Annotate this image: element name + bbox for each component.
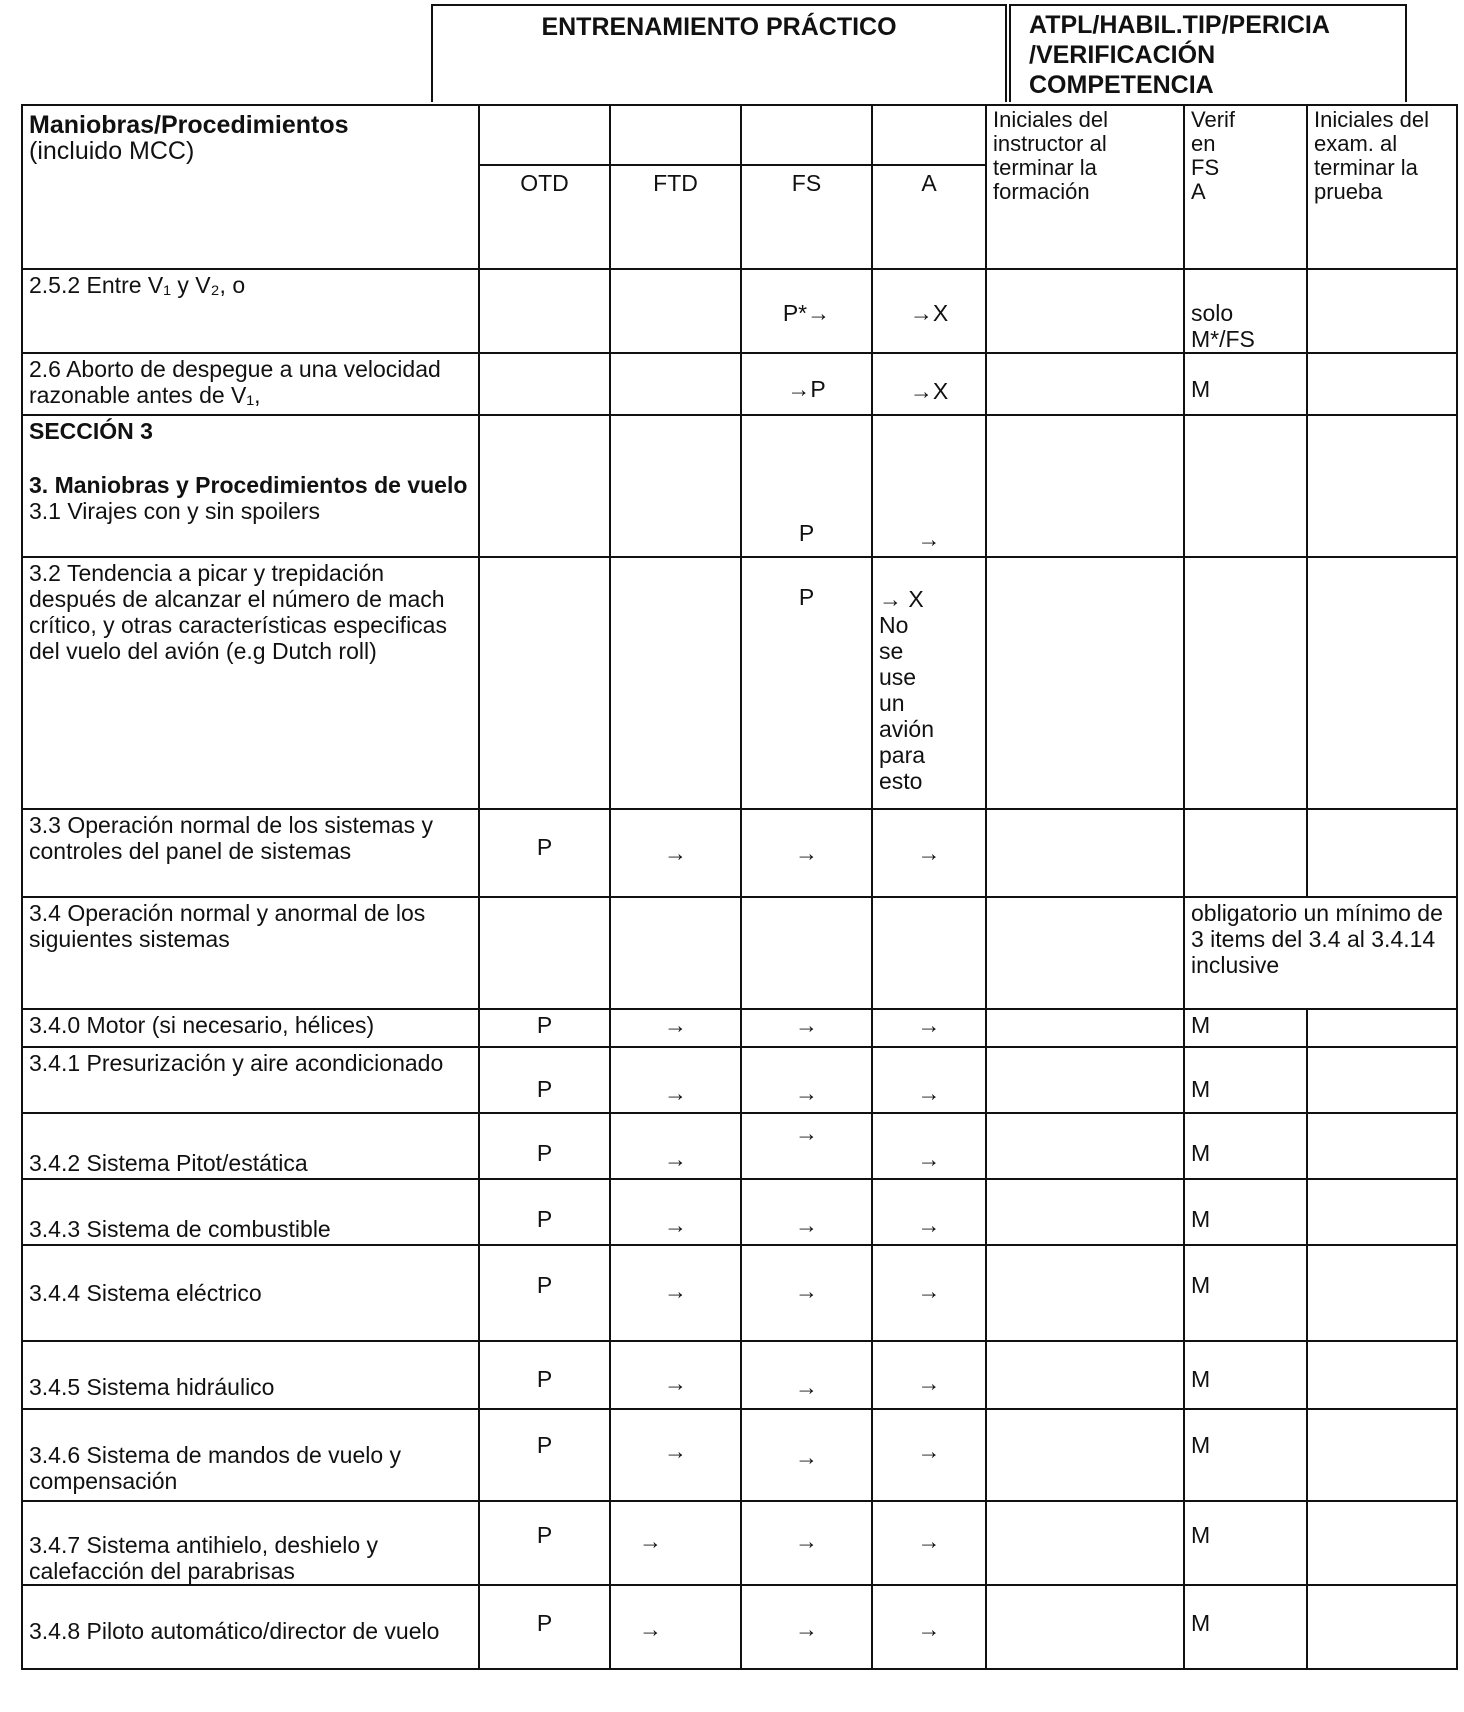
fs-cell: P: [741, 557, 872, 809]
otd-cell: P: [479, 1009, 610, 1047]
table-row: [22, 557, 1457, 809]
ftd-cell: →: [610, 1585, 741, 1669]
table-row: [22, 1009, 1457, 1047]
verif-cell: M: [1184, 1585, 1307, 1669]
table-row: [22, 897, 1457, 1009]
a-cell: →: [872, 1501, 986, 1585]
row-label: 3.3 Operación normal de los sistemas y controles del panel de sistemas: [22, 809, 479, 897]
verif-cell: M: [1184, 1245, 1307, 1341]
fs-cell: P*→: [741, 269, 872, 353]
verif-cell: M: [1184, 1501, 1307, 1585]
a-cell: →: [872, 809, 986, 897]
examiner-initials-header: Iniciales del exam. al terminar la prueba: [1307, 105, 1457, 269]
table-row: [22, 1047, 1457, 1113]
fs-cell: →: [741, 1047, 872, 1113]
verif-note: obligatorio un mínimo de 3 items del 3.4 al 3.4.14 inclusive: [1184, 897, 1457, 1009]
fs-cell: →: [741, 1585, 872, 1669]
verif-cell: M: [1184, 1047, 1307, 1113]
maneuvers-header: [22, 105, 479, 269]
otd-cell: P: [479, 1113, 610, 1179]
row-label: 3.4.7 Sistema antihielo, deshielo y calefacción del parabrisas: [22, 1501, 479, 1585]
section-3-heading: SECCIÓN 3: [29, 418, 153, 444]
row-label: 3.4.3 Sistema de combustible: [22, 1179, 479, 1245]
verif-label: Verif en: [1191, 107, 1236, 156]
ftd-cell: →: [610, 1341, 741, 1409]
verif-cell: solo M*/FS: [1184, 269, 1307, 353]
row-label: 3.4.1 Presurización y aire acondicionado: [22, 1047, 479, 1113]
ftd-cell: →: [610, 1409, 741, 1501]
maneuvers-title: Maniobras/Procedimientos: [29, 111, 349, 139]
otd-cell: P: [479, 1501, 610, 1585]
table-row: [22, 1179, 1457, 1245]
row-label: 3.4.5 Sistema hidráulico: [22, 1341, 479, 1409]
row-label: 3.4 Operación normal y anormal de los siguientes sistemas: [22, 897, 479, 1009]
row-label: 3.1 Virajes con y sin spoilers: [29, 498, 321, 524]
table-row: [22, 809, 1457, 897]
table-row: [22, 1501, 1457, 1585]
otd-cell: P: [479, 809, 610, 897]
fs-cell: →: [741, 1009, 872, 1047]
ftd-cell: →: [610, 809, 741, 897]
atpl-header: [1009, 4, 1407, 102]
verif-cell: M: [1184, 1009, 1307, 1047]
fs-cell: →P: [741, 353, 872, 415]
a-cell: →: [872, 1179, 986, 1245]
verif-fs-label: FS: [1191, 155, 1220, 180]
verif-cell: M: [1184, 1341, 1307, 1409]
row-label: 3.4.2 Sistema Pitot/estática: [22, 1113, 479, 1179]
a-label: A: [921, 170, 937, 196]
ftd-cell: →: [610, 1047, 741, 1113]
ftd-label: FTD: [653, 170, 698, 196]
row-label: 3.4.4 Sistema eléctrico: [22, 1245, 479, 1341]
a-cell: →: [872, 1009, 986, 1047]
section-3-cell: [22, 415, 479, 557]
row-label: 3.4.8 Piloto automático/director de vuelo: [22, 1585, 479, 1669]
fs-cell: →: [741, 1341, 872, 1409]
training-table: [21, 104, 1458, 1670]
a-cell: →: [872, 415, 986, 557]
ftd-cell: →: [610, 1501, 741, 1585]
a-mark: → X: [879, 586, 924, 612]
fs-cell: →: [741, 1245, 872, 1341]
fs-cell: →: [741, 1179, 872, 1245]
table-row: [22, 1341, 1457, 1409]
otd-cell: P: [479, 1409, 610, 1501]
table-row: [22, 1585, 1457, 1669]
a-cell: →: [872, 1245, 986, 1341]
table-row: [22, 1113, 1457, 1179]
a-cell: →: [872, 1585, 986, 1669]
otd-cell: P: [479, 1047, 610, 1113]
fs-header: [741, 105, 872, 269]
atpl-title: ATPL/HABIL.TIP/PERICIA /VERIFICACIÓN COMPETENCIA: [1029, 11, 1329, 99]
verif-cell: M: [1184, 1179, 1307, 1245]
verif-cell: M: [1184, 1409, 1307, 1501]
otd-cell: P: [479, 1341, 610, 1409]
fs-cell: →: [741, 809, 872, 897]
ftd-cell: →: [610, 1009, 741, 1047]
a-header: [872, 105, 986, 269]
fs-cell: →: [741, 1113, 872, 1179]
ftd-header: [610, 105, 741, 269]
a-cell: →: [872, 1409, 986, 1501]
a-cell: [872, 557, 986, 809]
fs-cell: →: [741, 1409, 872, 1501]
section-3-title: 3. Maniobras y Procedimientos de vuelo: [29, 472, 468, 498]
ftd-cell: →: [610, 1245, 741, 1341]
table-row: [22, 415, 1457, 557]
a-cell: →: [872, 1047, 986, 1113]
a-note: No se use un avión para esto: [879, 612, 934, 794]
otd-label: OTD: [520, 170, 569, 196]
a-cell: →: [872, 1341, 986, 1409]
row-label: 3.4.6 Sistema de mandos de vuelo y compensación: [22, 1409, 479, 1501]
table-row: [22, 353, 1457, 415]
practical-training-header: [431, 4, 1007, 102]
otd-header: [479, 105, 610, 269]
fs-cell: →: [741, 1501, 872, 1585]
column-header-row: [22, 105, 1457, 269]
otd-cell: P: [479, 1585, 610, 1669]
verif-cell: M: [1184, 353, 1307, 415]
otd-cell: P: [479, 1245, 610, 1341]
ftd-cell: →: [610, 1179, 741, 1245]
row-label: 2.5.2 Entre V₁ y V₂, o: [22, 269, 479, 353]
instructor-initials-header: Iniciales del instructor al terminar la formación: [986, 105, 1184, 269]
table-row: [22, 269, 1457, 353]
row-label: 3.4.0 Motor (si necesario, hélices): [22, 1009, 479, 1047]
otd-cell: P: [479, 1179, 610, 1245]
verif-a-label: A: [1191, 179, 1206, 204]
a-cell: →X: [872, 353, 986, 415]
practical-training-title: ENTRENAMIENTO PRÁCTICO: [541, 13, 897, 41]
fs-label: FS: [791, 170, 822, 196]
a-cell: →X: [872, 269, 986, 353]
a-cell: →: [872, 1113, 986, 1179]
row-label: 3.2 Tendencia a picar y trepidación después de alcanzar el número de mach crítico, y otras características especificas del vuelo del avión (e.g Dutch roll): [22, 557, 479, 809]
maneuvers-subtitle: (incluido MCC): [29, 137, 195, 165]
verif-header: [1184, 105, 1307, 269]
ftd-cell: →: [610, 1113, 741, 1179]
verif-cell: M: [1184, 1113, 1307, 1179]
table-row: [22, 1245, 1457, 1341]
row-label: 2.6 Aborto de despegue a una velocidad razonable antes de V₁,: [22, 353, 479, 415]
table-row: [22, 1409, 1457, 1501]
fs-cell: P: [741, 415, 872, 557]
